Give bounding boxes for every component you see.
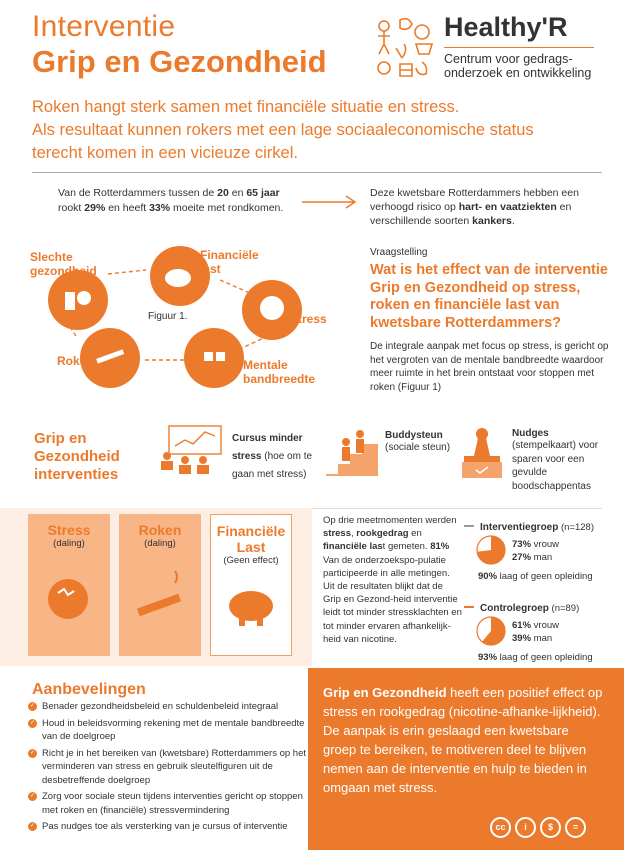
intro-text: Roken hangt sterk samen met financiële situatie en stress. Als resultaat kunnen rokers met een lage sociaaleconomische status terecht komen in een vicieuze cirkel.: [32, 98, 534, 162]
results-text: Op drie meetmomenten werden stress, rookgedrag en financiële last gemeten. 81% Van de onderzoekspo-pulatie participeerde in alle metingen. Uit de resultaten blijkt dat de Grip en Gezond-heid interventie leidt tot minder stressklachten en tot minder ervaren afhankelijk-heid van nicotine.: [323, 515, 462, 645]
license-icons: [486, 817, 586, 838]
interventions-title: Grip en Gezondheid interventies: [34, 430, 120, 483]
check-icon: ✓: [29, 823, 36, 829]
stamp-card-icon: [456, 424, 508, 482]
list-item: ✓ Zorg voor sociale steun tijdens interventies gericht op stoppen met roken en (financiële) stressvermindering: [29, 791, 303, 816]
course-icon: [155, 424, 227, 474]
approach-text: De integrale aanpak met focus op stress, is gericht op het vergroten van de mentale bandbreedte waardoor meer ruimte in het brein ontstaat voor stoppen met roken (Figuur 1): [370, 341, 609, 393]
list-item: ✓ Benader gezondheidsbeleid en schuldenbeleid integraal: [29, 701, 279, 712]
brand-divider: [444, 47, 594, 48]
result-card-smoking: Roken (daling): [119, 514, 201, 656]
check-icon: ✓: [29, 703, 36, 709]
question-label: Vraagstelling: [370, 247, 428, 258]
figure-caption: Figuur 1.: [148, 311, 188, 322]
legend-marker: [464, 606, 474, 608]
recommendations-list: [28, 700, 308, 837]
piggy-bank-icon: [211, 566, 293, 636]
conclusion-text: Grip en Gezondheid heeft een positief effect op stress en rookgedrag (nicotine-afhanke-lijkheid). De aanpak is erin geslaagd een kwetsbare groep te bereiken, te motiveren deel te blijven nemen aan de interventie en hulp te bieden in omgaan met stress.: [323, 685, 603, 795]
group-control: Controlegroep (n=89) 61% vrouw 39% man 93% laag of geen opleiding: [464, 598, 614, 663]
brand-logo: Healthy'R: [444, 12, 568, 42]
intervention-course: Cursus minder stress (hoe om te gaan met stress): [232, 433, 313, 480]
puzzle-icon: [204, 352, 213, 361]
divider: [32, 172, 602, 173]
arrow-right-icon: [300, 194, 360, 210]
node-label-stress: Stress: [290, 312, 327, 326]
legend-marker: [464, 525, 474, 527]
pie-control: [474, 614, 508, 648]
cc-icon: cc: [490, 817, 511, 838]
noderivs-icon: =: [565, 817, 586, 838]
check-icon: ✓: [29, 793, 36, 799]
divider: [312, 508, 602, 509]
page-title: Grip en Gezondheid: [32, 44, 327, 79]
pie-intervention: [474, 533, 508, 567]
recommendations-title: Aanbevelingen: [32, 681, 146, 698]
list-item: ✓ Pas nudges toe als versterking van je cursus of interventie: [29, 821, 288, 832]
group-intervention: Interventiegroep (n=128) 73% vrouw 27% man 90% laag of geen opleiding: [464, 517, 614, 582]
stressed-head-icon: [28, 549, 110, 629]
result-card-stress: Stress (daling): [28, 514, 110, 656]
cycle-arrow: [108, 270, 146, 274]
list-item: ✓ Houd in beleidsvorming rekening met de mentale bandbreedte van de doelgroep: [29, 717, 305, 742]
cigarette-icon: [119, 549, 201, 629]
title-line1: Interventie: [32, 10, 176, 43]
node-label-smoking: Roken: [57, 354, 94, 368]
node-label-bandwidth: Mentale bandbreedte: [243, 358, 316, 386]
fact-population: Van de Rotterdammers tussen de 20 en 65 jaar rookt 29% en heeft 33% moeite met rondkomen.: [58, 187, 284, 214]
fast-food-icon: [65, 292, 75, 310]
head-icon: [260, 296, 284, 320]
buddy-stairs-icon: [322, 428, 380, 478]
cycle-arrow: [220, 280, 252, 294]
piggy-bank-icon: [165, 269, 191, 287]
intervention-nudges: Nudges (stempelkaart) voor sparen voor een gevulde boodschappentas: [512, 428, 599, 492]
fact-risk: Deze kwetsbare Rotterdammers hebben een verhoogd risico op hart- en vaatziekten en verschillende soorten kankers.: [370, 187, 579, 227]
check-icon: ✓: [29, 749, 36, 756]
list-item: ✓ Richt je in het bereiken van (kwetsbare) Rotterdammers op het verminderen van stress en gebruik sleutelfiguren uit de desbetreffende doelgroep: [29, 747, 307, 786]
node-label-financial: Financiële last: [200, 248, 259, 276]
mental-bandwidth-node: [184, 328, 244, 388]
brand-subtitle: Centrum voor gedrags- onderzoek en ontwikkeling: [444, 52, 592, 80]
intervention-buddy: Buddysteun (sociale steun): [385, 430, 451, 453]
research-question: Wat is het effect van de interventie Grip en Gezondheid op stress, roken en financiële last van kwetsbare Rotterdammers?: [370, 262, 608, 331]
result-card-financial: Financiële Last (Geen effect): [210, 514, 292, 656]
node-label-poor-health: Slechte gezondheid: [30, 250, 97, 278]
attribution-icon: i: [515, 817, 536, 838]
check-icon: ✓: [29, 719, 36, 726]
noncommercial-icon: $: [540, 817, 561, 838]
health-logo-icon: [370, 14, 440, 82]
